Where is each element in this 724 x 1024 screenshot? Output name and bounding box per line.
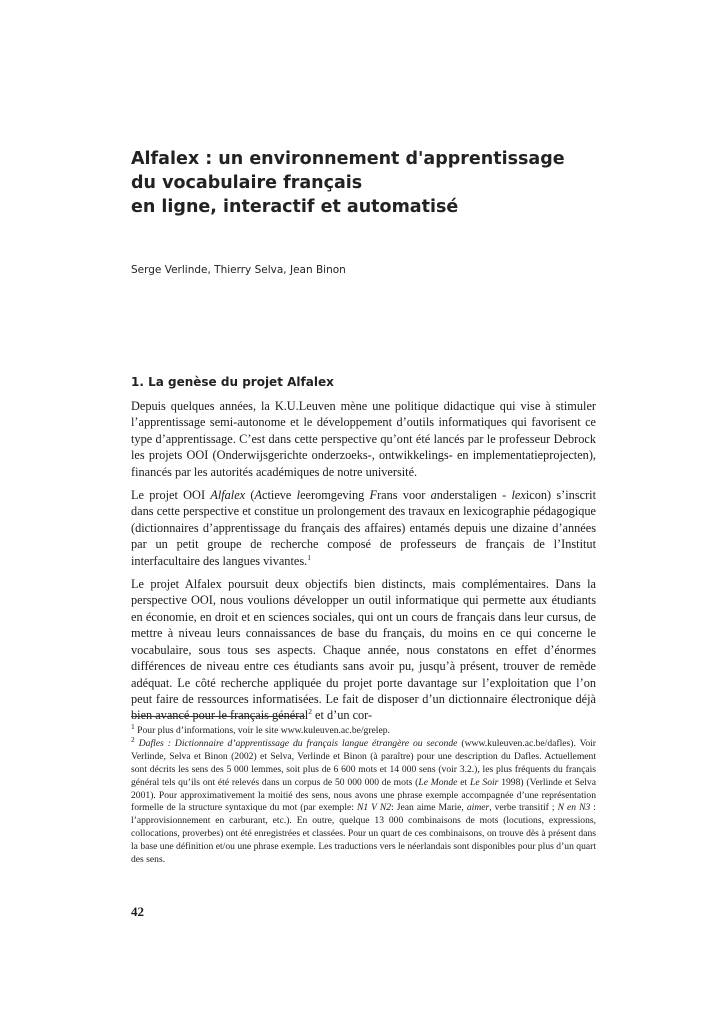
syntax-formula: N en N3	[557, 802, 591, 814]
acronym-letter: lex	[511, 488, 526, 503]
section-heading: 1. La genèse du projet Alfalex	[131, 375, 334, 389]
newspaper-title: Le Soir	[469, 776, 499, 788]
acronym-letter: F	[369, 488, 378, 503]
alfalex-name: Alfalex	[210, 488, 246, 503]
title-line-1: Alfalex : un environnement d'apprentissage	[131, 149, 565, 169]
text-run: Le projet Alfalex poursuit deux objectifs bien distincts, mais complémentaires. Dans la perspective OOI, nous voulions développer un outil informatique qui permette aux étudiants en économie, en droit et en sciences sociales, qui ont un cours de français dans leur cursus, de mettre à niveau leurs connaissances de base du français, du moins en ce qui concerne le vocabulaire, sous tous ses aspects. Chaque année, nous constatons en effet d’énormes différences de niveau entre ces étudiants sans avoir pu, jusqu’à présent, trouver de remède adéquat. Le côté recherche appliquée du projet porte davantage sur l’exploitation que l’on peut faire de ressources informatisées. Le fait de disposer d’un dictionnaire électronique déjà bien avancé pour le français général	[131, 577, 596, 723]
title-line-3: en ligne, interactif et automatisé	[131, 197, 459, 217]
dafles-title: Dafles : Dictionnaire d’apprentissage du français langue étrangère ou seconde	[134, 737, 458, 749]
footnote-text: , verbe transitif ;	[489, 802, 558, 814]
newspaper-title: Le Monde	[418, 776, 458, 788]
paragraph-2	[131, 487, 596, 569]
footnote-number: 1	[131, 721, 135, 731]
text-run: rans voor	[377, 488, 431, 503]
acronym-letter: l	[296, 488, 301, 503]
footnote-text: : l’approvisionnement en carburant, etc.). En outre, quelque 13 000 combinaisons de mots (locutions, expressions, collocations, proverbes) ont été enregistrées et classées. Pour un quart de ces combinaisons, on trouve dès à présent dans la base une définition et/ou une phrase exemple. Les traductions vers le néerlandais sont disponibles pour plus d’un quart des sens.	[131, 802, 596, 866]
paragraph-3	[131, 576, 596, 724]
body-text	[131, 398, 596, 731]
paragraph-1: Depuis quelques années, la K.U.Leuven mène une politique didactique qui vise à stimuler l’apprentissage semi-autonome et le développement d’outils informatiques qui favorisent ce type d’apprentissage. C’est dans cette perspective qu’ont été lancés par le professeur Debrock les projets OOI (Onderwijsgerichte onderzoeks-, ontwikkelings- en implementatieprojecten), financés par les autorités académiques de notre université.	[131, 399, 596, 479]
footnote-number: 2	[131, 734, 135, 744]
footnote-text: : Jean aime Marie,	[391, 802, 467, 814]
footnotes	[131, 721, 596, 867]
author-list: Serge Verlinde, Thierry Selva, Jean Binon	[131, 264, 346, 276]
article-title	[131, 147, 611, 219]
acronym-letter: A	[254, 488, 263, 503]
text-run: eeromgeving	[300, 488, 370, 503]
text-run: (	[245, 488, 255, 503]
footnote-text: (www.kuleuven.ac.be/dafles). Voir Verlinde, Selva et Binon (2002) et Selva, Verlinde et Binon (à paraître) pour une description du Dafles. Actuellement sont décrits les sens des 5 000 lemmes, soit plus de 6 600 mots et 14 000 sens (voir 3.2.), les plus fréquents du français général tels qu’ils ont été relevés dans un corpus de 50 000 000 de mots (	[131, 737, 596, 788]
text-run: ctieve	[262, 488, 297, 503]
text-run: Le projet OOI	[131, 488, 211, 503]
text-run: et d’un cor-	[311, 708, 373, 723]
footnote-divider	[131, 716, 305, 717]
title-line-2: du vocabulaire français	[131, 173, 363, 193]
footnote-ref-1[interactable]: 1	[307, 552, 311, 562]
syntax-formula: N1 V N2	[356, 802, 392, 814]
footnote-2	[131, 734, 596, 867]
text-run: nderstaligen -	[436, 488, 512, 503]
acronym-letter: a	[430, 488, 437, 503]
footnote-1	[131, 721, 596, 738]
footnote-text: Pour plus d’informations, voir le site www.kuleuven.ac.be/grelep.	[134, 725, 390, 736]
footnote-text: 1998) (Verlinde et Selva 2001). Pour approximativement la moitié des sens, nous avons une phrase exemple accompagnée d’une représentation formelle de la structure syntaxique du mot (par exemple:	[131, 776, 596, 814]
text-run: icon) s’inscrit dans cette perspective et constitue un prolongement des travaux en lexicographie pédagogique (dictionnaires d’apprentissage du français des affaires) entamés depuis une dizaine d’années par un petit groupe de recherche composé de professeurs de français de l’Institut interfacultaire des langues vivantes.	[131, 488, 597, 568]
footnote-text: et	[457, 776, 470, 788]
page-number: 42	[131, 904, 144, 919]
footnote-ref-2[interactable]: 2	[308, 707, 312, 717]
example-verb: aimer	[466, 802, 490, 814]
